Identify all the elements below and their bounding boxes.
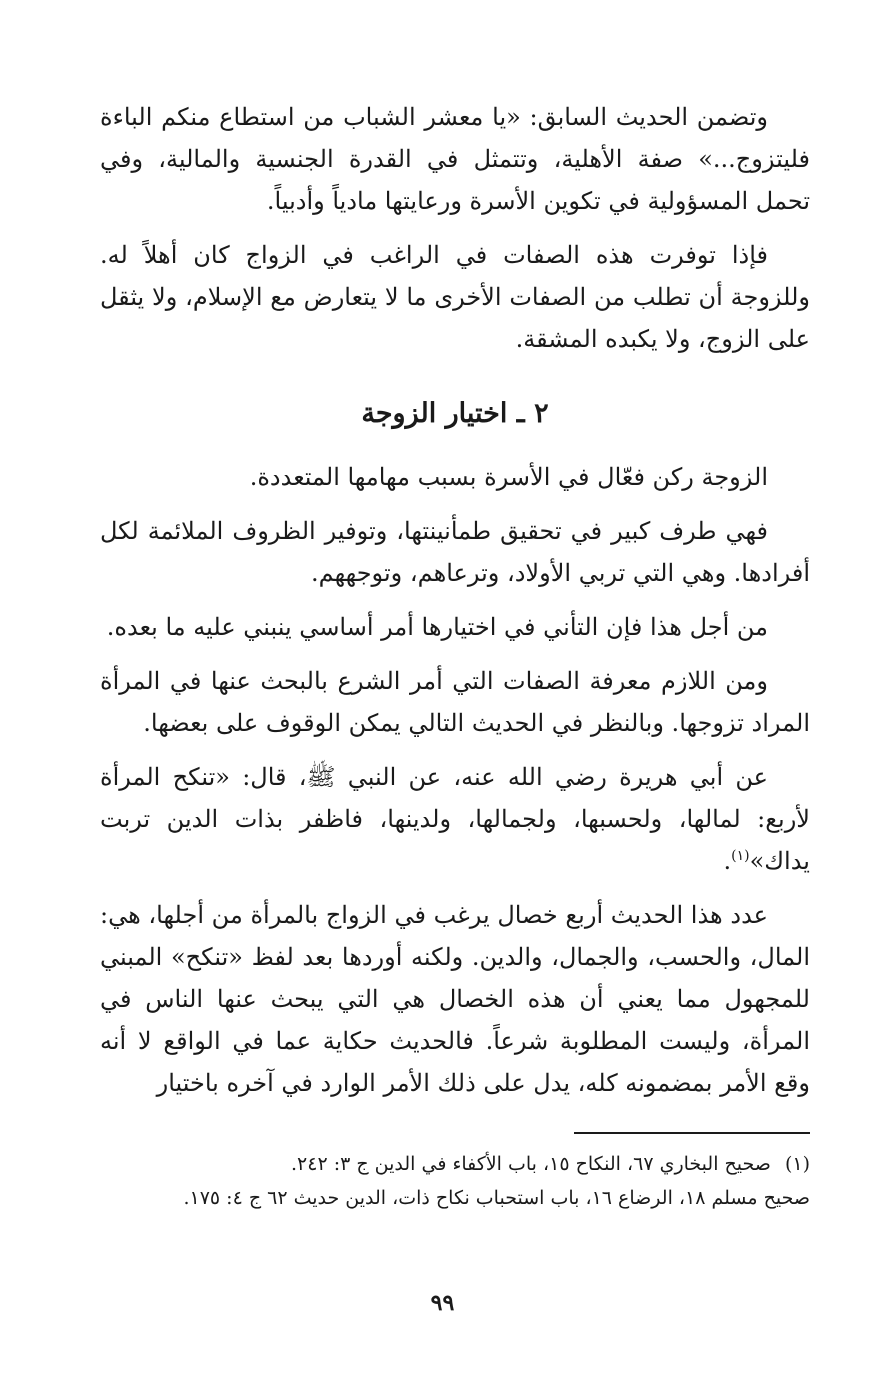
page-body — [100, 96, 810, 1216]
paragraph: وتضمن الحديث السابق: «يا معشر الشباب من استطاع منكم الباءة فليتزوج...» صفة الأهلية، وتتمثل في القدرة الجنسية والمالية، وفي تحمل المسؤولية في تكوين الأسرة ورعايتها مادياً وأدبياً. — [100, 103, 810, 215]
paragraph: ومن اللازم معرفة الصفات التي أمر الشرع بالبحث عنها في المرأة المراد تزوجها. وبالنظر في الحديث التالي يمكن الوقوف على بعضها. — [100, 667, 810, 737]
footnote-divider — [574, 1132, 810, 1134]
footnote — [100, 1148, 810, 1180]
footnote-number: (١) — [784, 1153, 810, 1175]
paragraph: فهي طرف كبير في تحقيق طمأنينتها، وتوفير الظروف الملائمة لكل أفرادها. وهي التي تربي الأولاد، وترعاهم، وتوجههم. — [100, 517, 810, 587]
section-heading: ٢ ـ اختيار الزوجة — [361, 398, 549, 429]
footnote-reference[interactable]: (١) — [731, 848, 750, 864]
footnote-text: صحيح البخاري ٦٧، النكاح ١٥، باب الأكفاء في الدين ج ٣: ٢٤٢. — [290, 1153, 771, 1175]
paragraph: من أجل هذا فإن التأني في اختيارها أمر أساسي ينبني عليه ما بعده. — [106, 613, 768, 641]
page-number: ٩٩ — [430, 1290, 455, 1316]
hadith-text: عن أبي هريرة رضي الله عنه، عن النبي ﷺ، قال: «تنكح المرأة لأربع: لمالها، ولحسبها، ولجمالها، ولدينها، فاظفر بذات الدين تربت يداك» — [100, 763, 810, 875]
paragraph: فإذا توفرت هذه الصفات في الراغب في الزواج كان أهلاً له. وللزوجة أن تطلب من الصفات الأخرى ما لا يتعارض مع الإسلام، ولا يثقل على الزوج، ولا يكبده المشقة. — [100, 241, 810, 353]
footnote-continuation: صحيح مسلم ١٨، الرضاع ١٦، باب استحباب نكاح ذات، الدين حديث ٦٢ ج ٤: ١٧٥. — [183, 1187, 810, 1209]
paragraph: الزوجة ركن فعّال في الأسرة بسبب مهامها المتعددة. — [249, 463, 768, 491]
hadith-paragraph — [100, 756, 810, 882]
hadith-end: . — [723, 847, 732, 875]
paragraph: عدد هذا الحديث أربع خصال يرغب في الزواج بالمرأة من أجلها، هي: المال، والحسب، والجمال، والدين. ولكنه أوردها بعد لفظ «تنكح» المبني للمجهول مما يعني أن هذه الخصال هي التي يبحث عنها الناس في المرأة، وليست المطلوبة شرعاً. فالحديث حكاية عما في الواقع لا أنه وقع الأمر بمضمونه كله، يدل على ذلك الأمر الوارد في آخره باختيار — [100, 901, 810, 1097]
